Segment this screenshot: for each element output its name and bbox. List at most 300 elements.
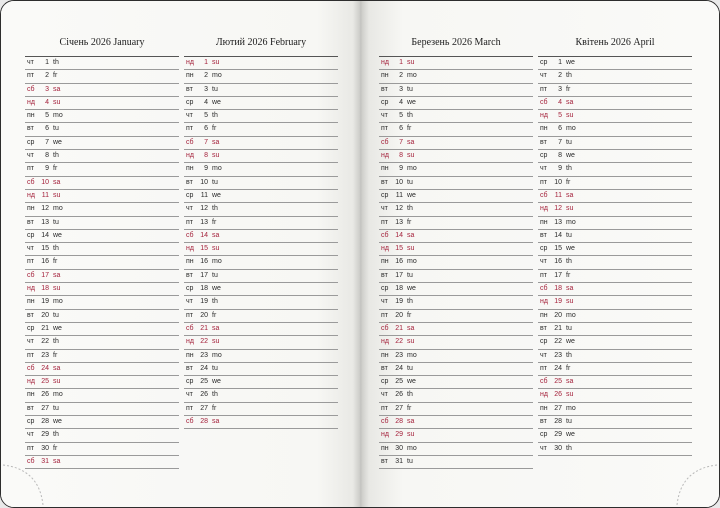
day-list — [184, 56, 338, 429]
day-number: 1 — [204, 59, 208, 66]
weekday-en: fr — [212, 218, 217, 226]
weekday-en: tu — [53, 125, 59, 133]
weekday-ua: чт — [27, 59, 34, 66]
weekday-ua: сб — [27, 271, 35, 279]
weekday-ua: пт — [381, 311, 388, 319]
day-row — [379, 110, 533, 123]
day-row — [25, 456, 179, 469]
day-number: 26 — [395, 391, 403, 399]
day-number: 13 — [554, 218, 562, 226]
day-number: 22 — [395, 338, 403, 346]
weekday-ua: сб — [540, 285, 548, 293]
weekday-ua: пн — [381, 351, 389, 359]
day-row — [184, 243, 338, 256]
day-number: 14 — [41, 231, 49, 239]
weekday-en: th — [566, 72, 572, 80]
day-number: 24 — [395, 364, 403, 372]
weekday-ua: пн — [381, 444, 389, 452]
day-number: 2 — [399, 72, 403, 80]
day-row — [184, 177, 338, 190]
weekday-ua: чт — [381, 391, 388, 399]
weekday-ua: вт — [27, 125, 34, 133]
day-number: 15 — [554, 245, 562, 253]
day-number: 14 — [554, 231, 562, 239]
day-number: 10 — [200, 178, 208, 186]
day-number: 26 — [200, 391, 208, 399]
day-number: 25 — [395, 378, 403, 386]
weekday-en: sa — [407, 138, 415, 146]
day-row — [379, 283, 533, 296]
weekday-en: su — [566, 298, 574, 306]
day-number: 23 — [554, 351, 562, 359]
weekday-en: su — [407, 245, 415, 253]
day-row — [379, 296, 533, 309]
weekday-en: we — [407, 378, 416, 386]
day-row — [25, 150, 179, 163]
weekday-en: th — [407, 112, 413, 120]
weekday-en: th — [566, 351, 572, 359]
day-number: 18 — [41, 285, 49, 293]
weekday-en: th — [53, 245, 59, 253]
day-number: 29 — [395, 431, 403, 439]
weekday-ua: ср — [186, 191, 194, 199]
month-title: Березень 2026 March — [411, 37, 501, 48]
weekday-ua: ср — [381, 191, 389, 199]
day-row — [25, 336, 179, 349]
day-row — [184, 97, 338, 110]
day-number: 8 — [558, 152, 562, 160]
day-number: 16 — [41, 258, 49, 266]
weekday-ua: сб — [27, 364, 35, 372]
weekday-ua: ср — [27, 324, 35, 332]
weekday-en: su — [212, 59, 220, 66]
day-number: 8 — [399, 152, 403, 160]
weekday-en: fr — [212, 404, 217, 412]
weekday-en: th — [407, 205, 413, 213]
day-number: 15 — [41, 245, 49, 253]
day-row — [379, 310, 533, 323]
weekday-ua: ср — [540, 338, 548, 346]
weekday-ua: ср — [27, 231, 35, 239]
weekday-en: tu — [566, 231, 572, 239]
weekday-ua: нд — [27, 378, 35, 386]
day-row — [538, 363, 692, 376]
day-row — [184, 217, 338, 230]
weekday-en: th — [212, 298, 218, 306]
day-number: 22 — [41, 338, 49, 346]
weekday-ua: пт — [540, 364, 547, 372]
weekday-ua: чт — [186, 205, 193, 213]
weekday-en: mo — [212, 72, 222, 80]
day-number: 18 — [554, 285, 562, 293]
day-row — [184, 123, 338, 136]
weekday-en: we — [566, 338, 575, 346]
day-number: 13 — [395, 218, 403, 226]
day-number: 22 — [200, 338, 208, 346]
weekday-en: su — [53, 98, 61, 106]
day-number: 5 — [204, 112, 208, 120]
weekday-ua: вт — [186, 178, 193, 186]
day-number: 14 — [395, 231, 403, 239]
day-number: 20 — [554, 311, 562, 319]
weekday-ua: нд — [381, 245, 389, 253]
weekday-en: th — [407, 391, 413, 399]
day-row — [184, 350, 338, 363]
day-row — [379, 123, 533, 136]
day-row — [25, 190, 179, 203]
weekday-ua: нд — [186, 338, 194, 346]
spine-gutter — [353, 1, 369, 507]
day-number: 12 — [395, 205, 403, 213]
weekday-ua: сб — [27, 85, 35, 93]
day-row — [184, 150, 338, 163]
day-number: 4 — [45, 98, 49, 106]
day-row — [379, 150, 533, 163]
weekday-ua: чт — [27, 245, 34, 253]
weekday-ua: сб — [27, 178, 35, 186]
weekday-en: mo — [566, 125, 576, 133]
day-row — [538, 403, 692, 416]
weekday-en: th — [53, 338, 59, 346]
day-row — [25, 310, 179, 323]
day-number: 16 — [200, 258, 208, 266]
weekday-ua: пт — [540, 178, 547, 186]
weekday-ua: чт — [186, 298, 193, 306]
day-number: 15 — [395, 245, 403, 253]
weekday-ua: нд — [540, 391, 548, 399]
weekday-ua: вт — [381, 178, 388, 186]
weekday-ua: вт — [27, 218, 34, 226]
day-row — [184, 336, 338, 349]
weekday-ua: ср — [27, 418, 35, 426]
weekday-en: mo — [407, 72, 417, 80]
day-number: 23 — [41, 351, 49, 359]
weekday-ua: пт — [540, 271, 547, 279]
day-number: 1 — [399, 59, 403, 66]
weekday-ua: ср — [540, 152, 548, 160]
weekday-en: mo — [53, 205, 63, 213]
weekday-ua: чт — [381, 298, 388, 306]
day-number: 22 — [554, 338, 562, 346]
day-row — [184, 230, 338, 243]
day-row — [25, 163, 179, 176]
weekday-en: th — [212, 391, 218, 399]
weekday-en: mo — [212, 165, 222, 173]
weekday-ua: нд — [381, 431, 389, 439]
left-page — [1, 1, 360, 507]
day-row — [184, 137, 338, 150]
weekday-en: tu — [407, 364, 413, 372]
day-list — [538, 56, 692, 456]
day-number: 29 — [554, 431, 562, 439]
day-row — [184, 84, 338, 97]
weekday-en: mo — [407, 258, 417, 266]
day-row — [25, 110, 179, 123]
day-row — [538, 310, 692, 323]
weekday-ua: пн — [381, 165, 389, 173]
weekday-ua: пт — [186, 311, 193, 319]
weekday-en: su — [212, 245, 220, 253]
day-number: 21 — [200, 324, 208, 332]
day-row — [184, 57, 338, 70]
weekday-ua: сб — [540, 98, 548, 106]
day-row — [538, 110, 692, 123]
day-number: 6 — [45, 125, 49, 133]
day-row — [379, 389, 533, 402]
weekday-en: sa — [407, 418, 415, 426]
weekday-en: sa — [212, 231, 220, 239]
weekday-en: su — [566, 205, 574, 213]
day-number: 23 — [395, 351, 403, 359]
day-number: 27 — [41, 404, 49, 412]
day-row — [379, 84, 533, 97]
day-row — [25, 323, 179, 336]
day-number: 9 — [399, 165, 403, 173]
weekday-en: su — [407, 338, 415, 346]
weekday-en: fr — [407, 404, 412, 412]
day-number: 11 — [554, 191, 562, 199]
weekday-ua: ср — [27, 138, 35, 146]
weekday-en: we — [566, 431, 575, 439]
day-number: 19 — [395, 298, 403, 306]
day-row — [184, 283, 338, 296]
day-number: 5 — [399, 112, 403, 120]
weekday-ua: сб — [186, 231, 194, 239]
weekday-ua: чт — [540, 258, 547, 266]
day-number: 28 — [554, 418, 562, 426]
day-row — [379, 416, 533, 429]
weekday-en: mo — [212, 258, 222, 266]
weekday-ua: чт — [540, 72, 547, 80]
weekday-en: we — [53, 418, 62, 426]
day-number: 5 — [558, 112, 562, 120]
weekday-ua: пт — [27, 444, 34, 452]
day-row — [538, 243, 692, 256]
day-row — [184, 310, 338, 323]
weekday-en: mo — [566, 311, 576, 319]
weekday-ua: пт — [27, 72, 34, 80]
day-row — [25, 283, 179, 296]
day-number: 6 — [558, 125, 562, 133]
day-row — [379, 203, 533, 216]
day-number: 3 — [204, 85, 208, 93]
day-number: 30 — [554, 444, 562, 452]
day-row — [379, 270, 533, 283]
weekday-en: we — [53, 231, 62, 239]
weekday-ua: нд — [27, 191, 35, 199]
weekday-ua: нд — [27, 98, 35, 106]
day-row — [379, 137, 533, 150]
day-row — [538, 177, 692, 190]
day-row — [379, 443, 533, 456]
day-row — [538, 57, 692, 70]
day-number: 13 — [41, 218, 49, 226]
weekday-ua: нд — [540, 112, 548, 120]
weekday-en: mo — [53, 391, 63, 399]
day-number: 26 — [41, 391, 49, 399]
day-row — [379, 376, 533, 389]
day-number: 17 — [200, 271, 208, 279]
weekday-en: th — [53, 152, 59, 160]
day-number: 28 — [200, 418, 208, 426]
weekday-ua: сб — [186, 418, 194, 426]
weekday-ua: чт — [540, 444, 547, 452]
day-number: 3 — [45, 85, 49, 93]
day-number: 29 — [41, 431, 49, 439]
day-row — [379, 177, 533, 190]
day-row — [379, 70, 533, 83]
weekday-en: tu — [566, 138, 572, 146]
weekday-ua: чт — [186, 112, 193, 120]
weekday-ua: ср — [540, 245, 548, 253]
day-number: 8 — [45, 152, 49, 160]
day-row — [379, 350, 533, 363]
day-number: 21 — [41, 324, 49, 332]
day-number: 30 — [41, 444, 49, 452]
weekday-ua: вт — [540, 231, 547, 239]
day-number: 27 — [554, 404, 562, 412]
day-row — [538, 150, 692, 163]
day-row — [538, 323, 692, 336]
day-number: 11 — [41, 191, 49, 199]
weekday-en: fr — [407, 125, 412, 133]
corner-stitch-right — [673, 461, 719, 507]
weekday-en: we — [407, 285, 416, 293]
day-number: 13 — [200, 218, 208, 226]
weekday-ua: сб — [381, 138, 389, 146]
weekday-ua: чт — [27, 152, 34, 160]
day-number: 23 — [200, 351, 208, 359]
weekday-en: su — [566, 391, 574, 399]
day-number: 11 — [200, 191, 208, 199]
day-number: 2 — [45, 72, 49, 80]
day-row — [379, 57, 533, 70]
weekday-ua: пн — [27, 391, 35, 399]
weekday-ua: пт — [186, 125, 193, 133]
weekday-en: fr — [53, 258, 58, 266]
day-number: 7 — [558, 138, 562, 146]
weekday-en: sa — [566, 98, 574, 106]
weekday-en: tu — [53, 218, 59, 226]
weekday-en: tu — [407, 85, 413, 93]
day-number: 24 — [554, 364, 562, 372]
day-number: 24 — [41, 364, 49, 372]
day-row — [25, 84, 179, 97]
day-row — [379, 403, 533, 416]
weekday-ua: чт — [540, 351, 547, 359]
day-row — [25, 296, 179, 309]
weekday-ua: ср — [540, 431, 548, 439]
weekday-en: th — [566, 444, 572, 452]
weekday-en: mo — [407, 444, 417, 452]
day-number: 4 — [204, 98, 208, 106]
weekday-en: fr — [566, 271, 571, 279]
day-row — [184, 256, 338, 269]
weekday-ua: сб — [540, 191, 548, 199]
day-row — [184, 323, 338, 336]
weekday-ua: сб — [27, 457, 35, 465]
day-row — [379, 323, 533, 336]
day-row — [538, 429, 692, 442]
day-row — [184, 203, 338, 216]
day-number: 27 — [200, 404, 208, 412]
right-page — [360, 1, 719, 507]
day-number: 7 — [45, 138, 49, 146]
day-number: 9 — [558, 165, 562, 173]
weekday-en: sa — [566, 378, 574, 386]
day-number: 12 — [41, 205, 49, 213]
weekday-en: we — [407, 191, 416, 199]
day-number: 28 — [395, 418, 403, 426]
weekday-en: tu — [566, 418, 572, 426]
weekday-en: mo — [407, 351, 417, 359]
weekday-en: th — [566, 258, 572, 266]
weekday-ua: чт — [381, 112, 388, 120]
month-title: Квітень 2026 April — [575, 37, 655, 48]
weekday-ua: ср — [381, 378, 389, 386]
day-row — [379, 97, 533, 110]
weekday-ua: вт — [27, 311, 34, 319]
weekday-ua: ср — [381, 98, 389, 106]
day-row — [379, 336, 533, 349]
day-row — [538, 256, 692, 269]
day-row — [538, 350, 692, 363]
weekday-ua: сб — [381, 418, 389, 426]
weekday-en: mo — [566, 218, 576, 226]
day-number: 3 — [399, 85, 403, 93]
weekday-en: sa — [53, 271, 61, 279]
day-number: 7 — [399, 138, 403, 146]
weekday-ua: пт — [540, 85, 547, 93]
weekday-en: th — [407, 298, 413, 306]
day-number: 30 — [395, 444, 403, 452]
day-number: 12 — [554, 205, 562, 213]
day-number: 1 — [45, 59, 49, 66]
day-row — [538, 217, 692, 230]
weekday-ua: ср — [186, 378, 194, 386]
weekday-ua: нд — [186, 245, 194, 253]
day-row — [538, 416, 692, 429]
day-row — [379, 363, 533, 376]
weekday-en: th — [212, 112, 218, 120]
day-row — [379, 230, 533, 243]
weekday-en: th — [53, 59, 59, 66]
weekday-en: fr — [212, 125, 217, 133]
day-number: 10 — [395, 178, 403, 186]
weekday-en: sa — [53, 457, 61, 465]
weekday-ua: сб — [186, 324, 194, 332]
day-number: 31 — [41, 457, 49, 465]
day-number: 18 — [395, 285, 403, 293]
weekday-en: fr — [53, 444, 58, 452]
weekday-en: tu — [407, 271, 413, 279]
day-number: 4 — [558, 98, 562, 106]
weekday-ua: нд — [381, 152, 389, 160]
day-row — [184, 389, 338, 402]
weekday-en: sa — [53, 178, 61, 186]
day-row — [25, 203, 179, 216]
weekday-en: tu — [212, 271, 218, 279]
weekday-en: su — [407, 59, 415, 66]
weekday-ua: чт — [540, 165, 547, 173]
day-row — [538, 270, 692, 283]
weekday-ua: пн — [186, 72, 194, 80]
day-row — [379, 429, 533, 442]
weekday-ua: пт — [381, 404, 388, 412]
weekday-en: fr — [53, 165, 58, 173]
weekday-ua: пн — [186, 258, 194, 266]
weekday-ua: ср — [186, 285, 194, 293]
